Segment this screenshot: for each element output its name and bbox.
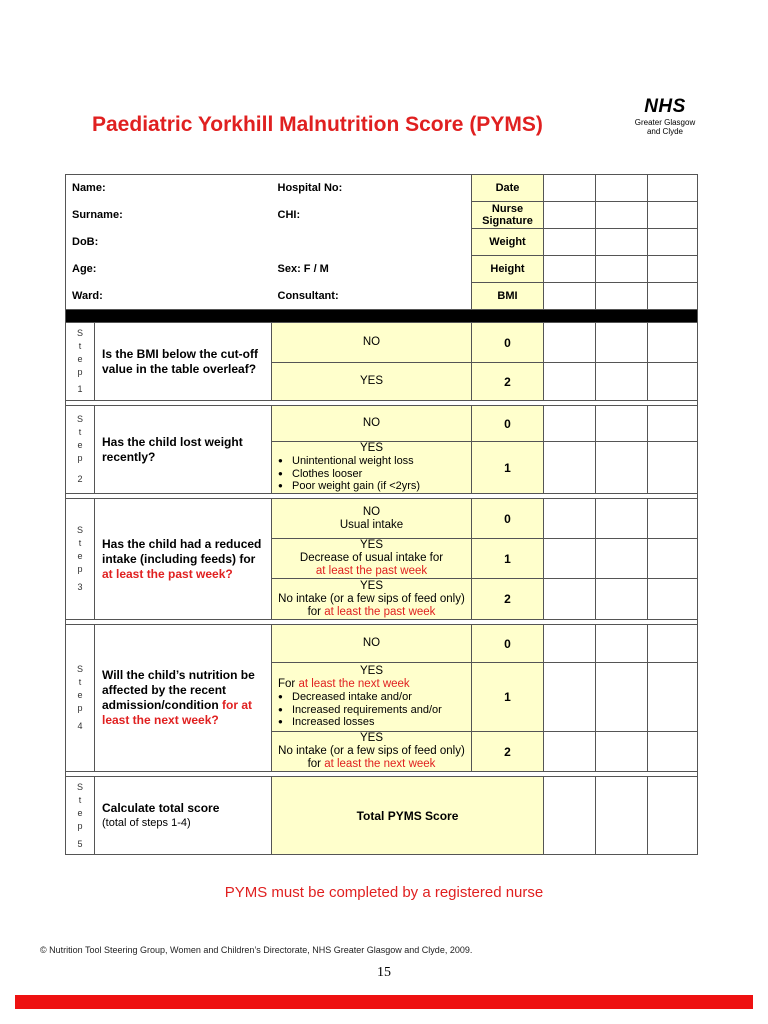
height-label: Height <box>472 256 544 283</box>
weight-cell-1[interactable] <box>544 229 596 256</box>
sex-label: Sex: F / M <box>277 263 329 275</box>
header-row-4 <box>66 256 698 283</box>
header-row-2 <box>66 202 698 229</box>
step4-bullet: ● Increased requirements and/or <box>292 704 471 717</box>
step4-option-2[interactable]: YES No intake (or a few sips of feed only) for at least the next week <box>272 732 472 772</box>
step2-question: Has the child lost weight recently? <box>95 406 272 494</box>
step2-option-no[interactable]: NO <box>272 406 472 442</box>
total-score-label: Total PYMS Score <box>272 777 544 855</box>
bmi-label: BMI <box>472 283 544 310</box>
signature-cell-3[interactable] <box>648 202 698 229</box>
height-cell-1[interactable] <box>544 256 596 283</box>
date-cell-2[interactable] <box>596 175 648 202</box>
step3-score-2: 2 <box>472 579 544 620</box>
step1-question: Is the BMI below the cut-off value in the table overleaf? <box>95 323 272 401</box>
dob-label: DoB: <box>66 229 272 256</box>
ward-label: Ward: <box>66 283 272 310</box>
date-cell-1[interactable] <box>544 175 596 202</box>
pyms-form-table <box>65 174 698 855</box>
hospital-no-label: Hospital No: <box>272 175 472 202</box>
bmi-cell-2[interactable] <box>596 283 648 310</box>
footer-red-bar <box>15 995 753 1009</box>
bmi-cell-1[interactable] <box>544 283 596 310</box>
step5-row <box>66 777 698 855</box>
step2-option-yes[interactable]: YES ● Unintentional weight loss ● Clothes looser ● Poor weight gain (if <2yrs) <box>272 442 472 494</box>
step3-option-2[interactable]: YES No intake (or a few sips of feed only) for at least the past week <box>272 579 472 620</box>
step2-bullet: ● Clothes looser <box>292 468 471 481</box>
chi-label: CHI: <box>277 209 301 221</box>
step1-option-yes[interactable]: YES <box>272 363 472 401</box>
step4-score-1: 1 <box>472 663 544 732</box>
height-cell-3[interactable] <box>648 256 698 283</box>
step3-option-0[interactable]: NO Usual intake <box>272 499 472 539</box>
step1-row-no <box>66 323 698 363</box>
age-label: Age: <box>66 256 272 283</box>
step4-score-2: 2 <box>472 732 544 772</box>
step3-label: S t e p 3 <box>66 499 95 620</box>
surname-label: Surname: <box>66 202 272 229</box>
total-cell-3[interactable] <box>648 777 698 855</box>
nhs-logo-sub2: and Clyde <box>646 127 684 136</box>
signature-cell-2[interactable] <box>596 202 648 229</box>
total-cell-1[interactable] <box>544 777 596 855</box>
step3-row-0 <box>66 499 698 539</box>
divider-bar <box>66 310 698 323</box>
page-title: Paediatric Yorkhill Malnutrition Score (PYMS) <box>92 113 543 136</box>
step4-label: S t e p 4 <box>66 625 95 772</box>
name-label: Name: <box>66 175 272 202</box>
step4-bullet: ● Increased losses <box>292 716 471 729</box>
date-label: Date <box>472 175 544 202</box>
nhs-logo <box>630 96 700 136</box>
step3-question: Has the child had a reduced intake (including feeds) for at least the past week? <box>95 499 272 620</box>
step2-bullet: ● Unintentional weight loss <box>292 455 471 468</box>
step1-score-yes: 2 <box>472 363 544 401</box>
step4-row-0 <box>66 625 698 663</box>
step1-score-no: 0 <box>472 323 544 363</box>
step2-bullet: ● Poor weight gain (if <2yrs) <box>292 480 471 493</box>
consultant-label: Consultant: <box>272 283 472 310</box>
header-row-5 <box>66 283 698 310</box>
weight-label: Weight <box>472 229 544 256</box>
total-cell-2[interactable] <box>596 777 648 855</box>
weight-cell-2[interactable] <box>596 229 648 256</box>
step3-score-0: 0 <box>472 499 544 539</box>
step5-question: Calculate total score (total of steps 1-4) <box>95 777 272 855</box>
date-cell-3[interactable] <box>648 175 698 202</box>
step2-score-no: 0 <box>472 406 544 442</box>
nurse-signature-label: Nurse Signature <box>472 202 544 229</box>
step1-option-no[interactable]: NO <box>272 323 472 363</box>
header-row-3 <box>66 229 698 256</box>
step1-label: S t e p 1 <box>66 323 95 401</box>
step4-score-0: 0 <box>472 625 544 663</box>
step4-bullet: ● Decreased intake and/or <box>292 691 471 704</box>
step2-label: S t e p 2 <box>66 406 95 494</box>
height-cell-2[interactable] <box>596 256 648 283</box>
page-number: 15 <box>377 965 391 980</box>
step3-option-1[interactable]: YES Decrease of usual intake for at least the past week <box>272 539 472 579</box>
step2-score-yes: 1 <box>472 442 544 494</box>
step3-score-1: 1 <box>472 539 544 579</box>
header-row-1 <box>66 175 698 202</box>
bmi-cell-3[interactable] <box>648 283 698 310</box>
step4-option-1[interactable]: YES For at least the next week ● Decreased intake and/or ● Increased requirements and/or ● Increased losses <box>272 663 472 732</box>
nhs-logo-mark: NHS <box>644 96 686 117</box>
copyright: © Nutrition Tool Steering Group, Women and Children’s Directorate, NHS Greater Glasgow and Clyde, 2009. <box>40 945 473 955</box>
signature-cell-1[interactable] <box>544 202 596 229</box>
step4-question: Will the child’s nutrition be affected by the recent admission/condition for at least the next week? <box>95 625 272 772</box>
weight-cell-3[interactable] <box>648 229 698 256</box>
footer-note: PYMS must be completed by a registered nurse <box>224 884 544 901</box>
nhs-logo-sub1: Greater Glasgow <box>634 118 696 127</box>
step5-label: S t e p 5 <box>66 777 95 855</box>
step4-option-0[interactable]: NO <box>272 625 472 663</box>
step2-row-no <box>66 406 698 442</box>
